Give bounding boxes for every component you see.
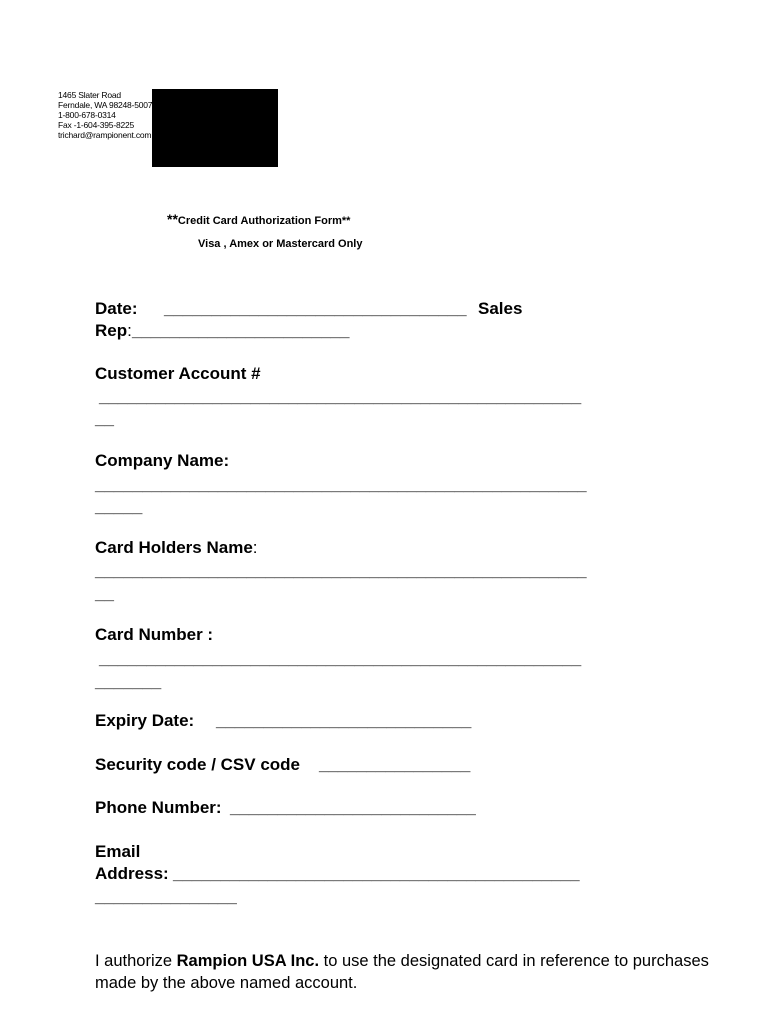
authorization-prefix: I authorize	[95, 952, 177, 970]
company-name-line-1[interactable]: ____________________________________________________	[95, 475, 587, 494]
address-street: 1465 Slater Road	[58, 90, 121, 100]
authorization-statement	[95, 950, 715, 994]
company-name-label: Company Name:	[95, 451, 230, 470]
authorization-suffix: to use the designated card in reference to purchases made by the above named account.	[95, 952, 709, 992]
customer-account-line-1[interactable]: ___________________________________________________	[99, 387, 582, 406]
customer-account-label: Customer Account #	[95, 364, 261, 383]
address-email: trichard@rampionent.com	[58, 130, 152, 140]
expiry-date-label: Expiry Date:	[95, 711, 195, 730]
form-subtitle: Visa , Amex or Mastercard Only	[198, 238, 363, 250]
email-address-line-2[interactable]: _______________	[95, 887, 237, 906]
security-code-line[interactable]: ________________	[319, 755, 471, 774]
authorization-company: Rampion USA Inc.	[176, 952, 320, 970]
phone-number-label: Phone Number:	[95, 798, 222, 817]
card-holders-line-2[interactable]: __	[95, 584, 114, 603]
date-label: Date:	[95, 299, 138, 318]
sales-label: Sales	[478, 299, 523, 318]
card-number-line-2[interactable]: _______	[95, 672, 162, 691]
date-line[interactable]: ________________________________	[164, 299, 467, 318]
security-code-label: Security code / CSV code	[95, 755, 301, 774]
rep-label	[95, 321, 132, 341]
rep-label-text: Rep	[95, 321, 128, 340]
email-label-line-2: Address:	[95, 864, 169, 883]
address-fax: Fax -1-604-395-8225	[58, 120, 135, 130]
card-holders-label-text: Card Holders Name	[95, 538, 253, 557]
email-label-line-1: Email	[95, 842, 141, 861]
form-title-stars: **	[167, 211, 178, 227]
company-address	[58, 90, 152, 140]
address-phone: 1-800-678-0314	[58, 110, 116, 120]
expiry-date-line[interactable]: ___________________________	[216, 711, 472, 730]
address-city: Ferndale, WA 98248-5007	[58, 100, 153, 110]
card-holders-label	[95, 538, 258, 558]
card-holders-line-1[interactable]: ____________________________________________________	[95, 561, 587, 580]
rep-colon: :	[127, 321, 132, 340]
card-number-label: Card Number :	[95, 625, 214, 644]
redacted-logo-block	[152, 89, 278, 167]
rep-line[interactable]: _______________________	[132, 321, 350, 340]
company-name-line-2[interactable]: _____	[95, 497, 143, 516]
phone-number-line[interactable]: __________________________	[230, 798, 476, 817]
card-holders-colon: :	[252, 538, 258, 557]
form-title-text: Credit Card Authorization Form**	[177, 215, 351, 227]
card-number-line-1[interactable]: ___________________________________________________	[99, 649, 582, 668]
form-title	[167, 211, 350, 227]
customer-account-line-2[interactable]: __	[95, 409, 114, 428]
email-address-line-1[interactable]: ___________________________________________	[173, 864, 580, 883]
